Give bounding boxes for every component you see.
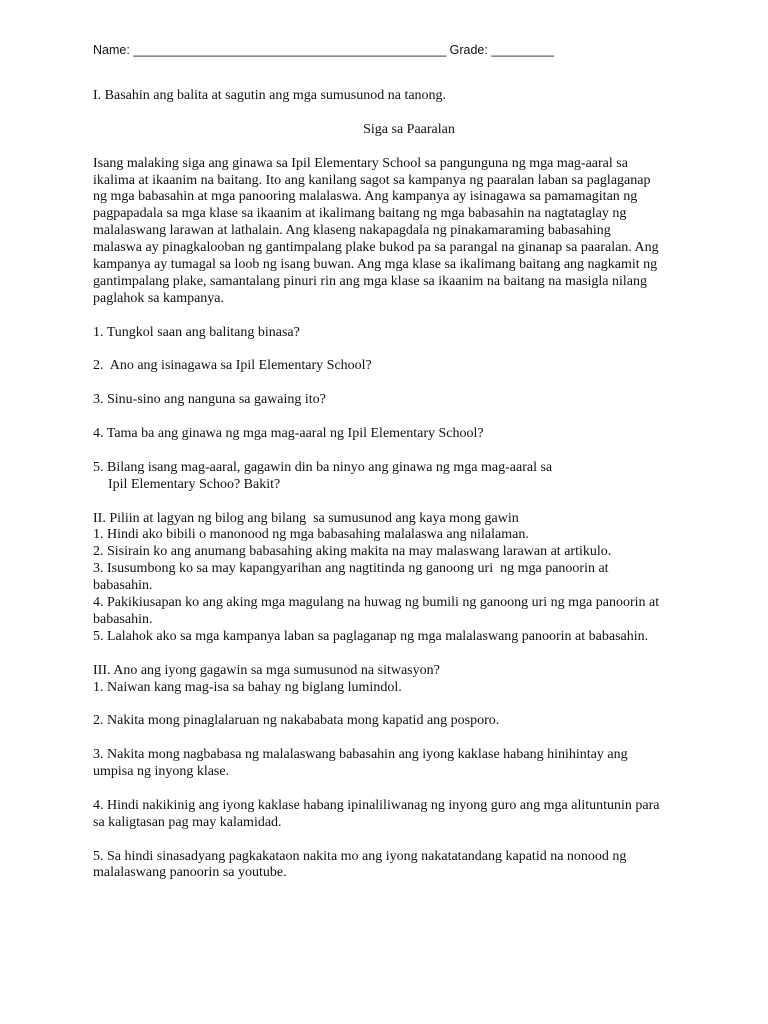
- story-title: Siga sa Paaralan: [363, 121, 455, 137]
- part2-item-4-continuation: babasahin.: [93, 611, 153, 627]
- story-line: gantimpalang plake, samantalang pinuri rin ang mga klase sa ikaanim na baitang na masigla nilang: [93, 273, 647, 289]
- question-2: 2. Ano ang isinagawa sa Ipil Elementary School?: [93, 358, 372, 374]
- part2-item-5[interactable]: 5. Lalahok ako sa mga kampanya laban sa paglaganap ng mga malalaswang panoorin at babasahin.: [93, 628, 649, 644]
- worksheet-header: [93, 43, 554, 57]
- part2-item-2[interactable]: 2. Sisirain ko ang anumang babasahing aking makita na may malaswang larawan at artikulo.: [93, 544, 612, 560]
- part2-instruction: II. Piliin at lagyan ng bilog ang bilang sa sumusunod ang kaya mong gawin: [93, 510, 519, 526]
- situation-5: 5. Sa hindi sinasadyang pagkakataon nakita mo ang iyong nakatatandang kapatid na nonood ng: [93, 848, 627, 864]
- story-line: malalaswang larawan at lathalain. Ang klaseng nakapagdala ng pinakamaraming babasahing: [93, 223, 611, 239]
- story-line: malaswa ay pinagkalooban ng gantimpalang plake bukod pa sa parangal na ginanap sa paaralan. Ang: [93, 240, 659, 256]
- part2-item-3-continuation: babasahin.: [93, 578, 153, 594]
- part2-item-3[interactable]: 3. Isusumbong ko sa may kapangyarihan ang nagtitinda ng ganoong uri ng mga panoorin at: [93, 561, 609, 577]
- question-5: 5. Bilang isang mag-aaral, gagawin din ba ninyo ang ginawa ng mga mag-aaral sa: [93, 459, 553, 475]
- grade-label: Grade:: [449, 43, 488, 57]
- situation-3-continuation: umpisa ng inyong klase.: [93, 764, 230, 780]
- situation-2: 2. Nakita mong pinaglalaruan ng nakababata mong kapatid ang posporo.: [93, 713, 500, 729]
- question-3: 3. Sinu-sino ang nanguna sa gawaing ito?: [93, 392, 326, 408]
- grade-blank[interactable]: _________: [491, 43, 554, 57]
- part3-instruction: III. Ano ang iyong gagawin sa mga sumusunod na sitwasyon?: [93, 662, 440, 678]
- question-1: 1. Tungkol saan ang balitang binasa?: [93, 324, 300, 340]
- situation-1: 1. Naiwan kang mag-isa sa bahay ng biglang lumindol.: [93, 679, 402, 695]
- name-blank[interactable]: _____________________________________________: [133, 43, 447, 57]
- situation-5-continuation: malalaswang panoorin sa youtube.: [93, 865, 287, 881]
- story-line: ng mga babasahin at mga panooring malalaswa. Ang kampanya ay isinagawa sa pamamagitan ng: [93, 189, 638, 205]
- story-line: paglahok sa kampanya.: [93, 290, 225, 306]
- story-paragraph: [93, 156, 725, 308]
- part2-item-4[interactable]: 4. Pakikiusapan ko ang aking mga magulang na huwag ng bumili ng ganoong uri ng mga panoorin at: [93, 595, 660, 611]
- situation-3: 3. Nakita mong nagbabasa ng malalaswang babasahin ang iyong kaklase habang hinihintay ang: [93, 747, 628, 763]
- worksheet-body: [93, 88, 725, 882]
- story-line: Isang malaking siga ang ginawa sa Ipil Elementary School sa pangunguna ng mga mag-aaral sa: [93, 155, 628, 171]
- part2-item-1[interactable]: 1. Hindi ako bibili o manonood ng mga babasahing malalaswa ang nilalaman.: [93, 527, 529, 543]
- story-line: pagpapadala sa mga klase sa ikaanim at ikalimang baitang ng mga babasahin na nagtataglay ng: [93, 206, 627, 222]
- story-line: ikalima at ikaanim na baitang. Ito ang kanilang sagot sa kampanya ng paaralan laban sa paglaganap: [93, 172, 651, 188]
- name-label: Name:: [93, 43, 130, 57]
- part1-instruction: I. Basahin ang balita at sagutin ang mga sumusunod na tanong.: [93, 88, 447, 103]
- question-5-continuation: Ipil Elementary Schoo? Bakit?: [108, 476, 281, 492]
- story-line: kampanya ay tumagal sa loob ng isang buwan. Ang mga klase sa ikalimang baitang ang nagkamit ng: [93, 257, 658, 273]
- situation-4: 4. Hindi nakikinig ang iyong kaklase habang ipinaliliwanag ng inyong guro ang mga alituntunin para: [93, 797, 660, 813]
- question-4: 4. Tama ba ang ginawa ng mga mag-aaral ng Ipil Elementary School?: [93, 426, 484, 442]
- situation-4-continuation: sa kaligtasan pag may kalamidad.: [93, 814, 282, 830]
